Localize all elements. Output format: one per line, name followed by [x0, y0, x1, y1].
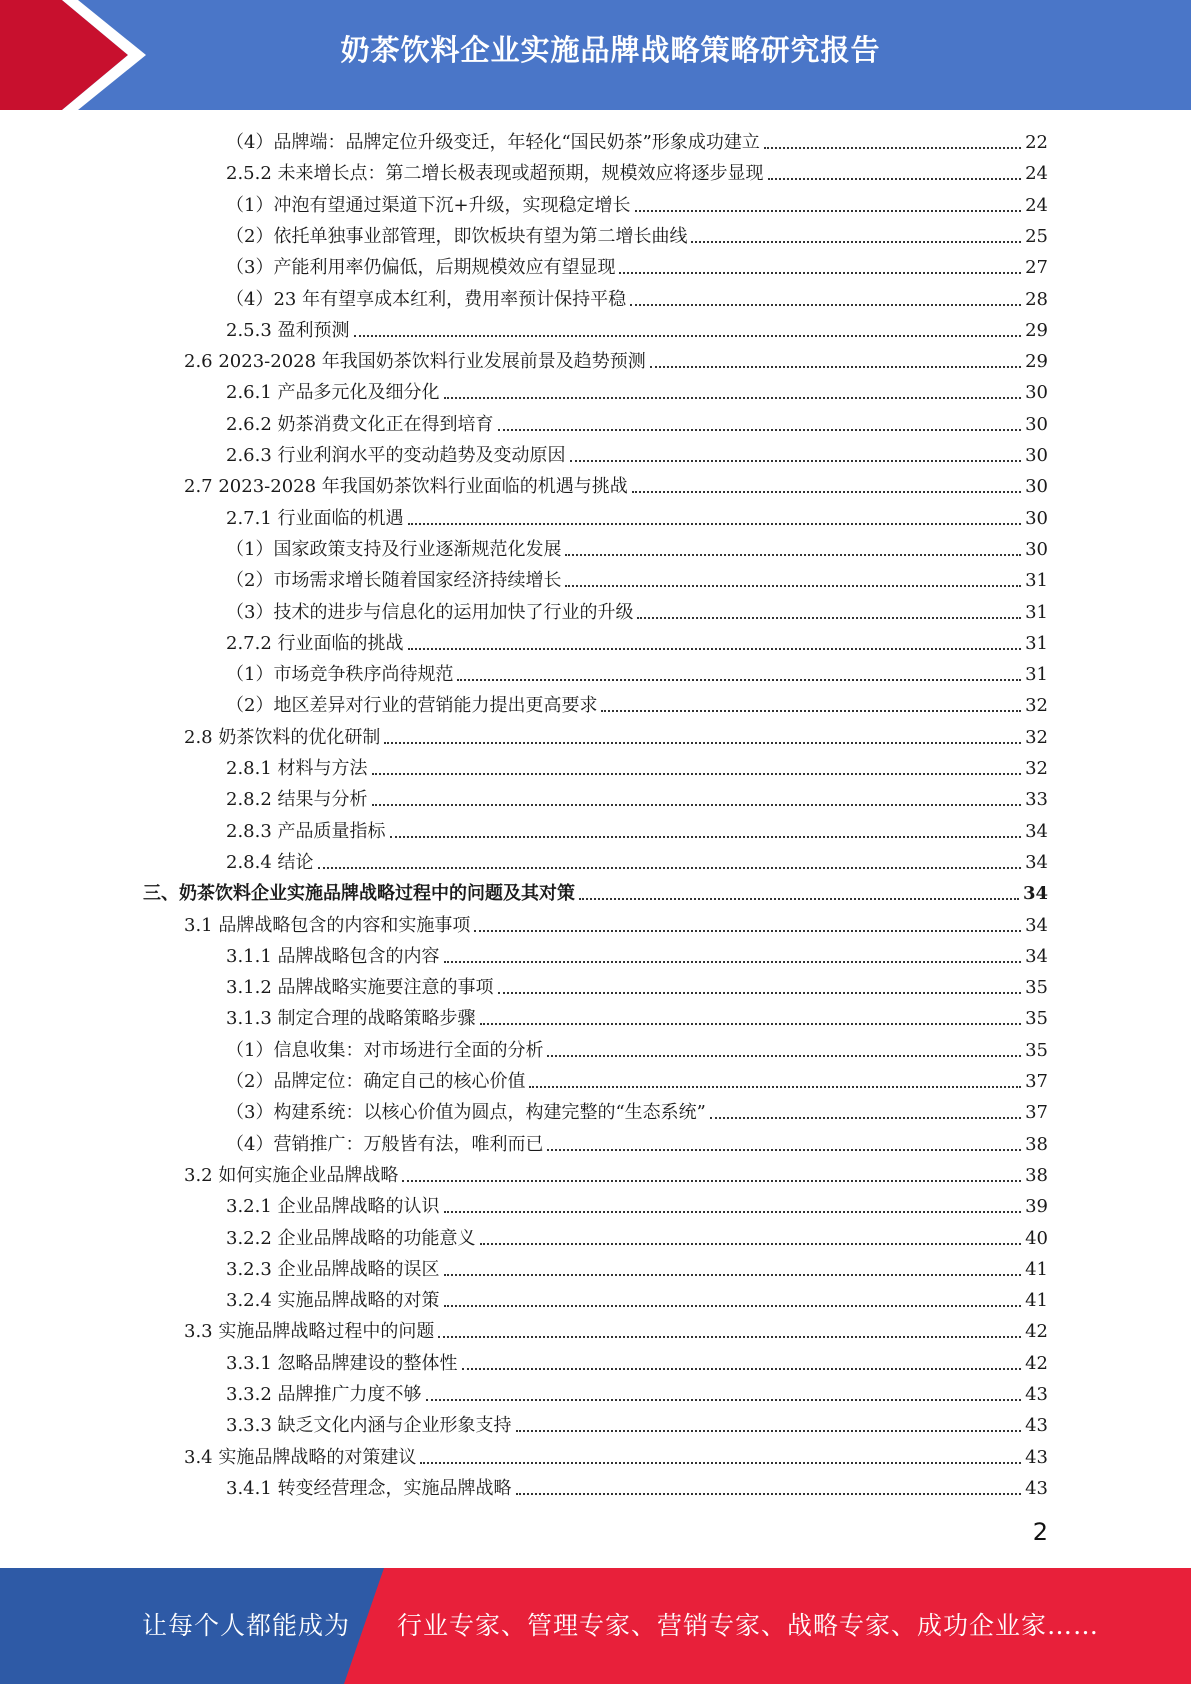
toc-dot-leader [480, 1022, 1022, 1025]
toc-dot-leader [768, 177, 1022, 180]
toc-dot-leader [390, 835, 1022, 838]
toc-dot-leader [408, 522, 1022, 525]
toc-entry-label: （2）品牌定位：确定自己的核心价值 [226, 1071, 526, 1092]
toc-entry-label: 3.1.3 制定合理的战略策略步骤 [226, 1008, 476, 1030]
page-number: 2 [1032, 1518, 1048, 1546]
page-header [0, 0, 1191, 110]
toc-entry-label: （3）产能利用率仍偏低，后期规模效应有望显现 [226, 257, 616, 279]
toc-entry-label: 3.1 品牌战略包含的内容和实施事项 [184, 914, 471, 936]
toc-entry[interactable] [226, 628, 1048, 656]
toc-dot-leader [710, 1116, 1021, 1119]
toc-dot-leader [444, 960, 1022, 963]
toc-entry[interactable] [226, 1066, 1048, 1094]
toc-entry-page: 30 [1025, 538, 1048, 560]
toc-entry[interactable] [226, 784, 1048, 812]
toc-entry-label: 3.3.2 品牌推广力度不够 [226, 1384, 422, 1405]
toc-dot-leader [444, 396, 1022, 399]
toc-entry-page: 41 [1025, 1290, 1048, 1312]
toc-dot-leader [372, 772, 1022, 775]
toc-entry-page: 33 [1025, 789, 1048, 811]
toc-entry[interactable] [226, 534, 1048, 562]
toc-entry[interactable] [226, 690, 1048, 718]
toc-entry-label: 2.6.3 行业利润水平的变动趋势及变动原因 [226, 445, 566, 466]
toc-dot-leader [632, 490, 1021, 493]
toc-entry-label: （3）构建系统：以核心价值为圆点，构建完整的“生态系统” [226, 1102, 706, 1124]
toc-entry-label: 三、奶茶饮料企业实施品牌战略过程中的问题及其对策 [143, 883, 575, 905]
toc-entry[interactable] [226, 972, 1048, 1000]
toc-dot-leader [444, 1273, 1022, 1276]
toc-entry-page: 41 [1025, 1258, 1048, 1280]
toc-entry-page: 32 [1025, 695, 1048, 717]
toc-entry-page: 29 [1025, 319, 1048, 341]
toc-entry-label: 2.8.2 结果与分析 [226, 789, 368, 811]
toc-entry-page: 34 [1022, 883, 1048, 905]
toc-entry-label: 2.7.1 行业面临的机遇 [226, 507, 404, 529]
toc-entry-label: 2.7.2 行业面临的挑战 [226, 632, 404, 654]
toc-entry-page: 24 [1025, 163, 1048, 185]
toc-dot-leader [579, 897, 1019, 900]
toc-dot-leader [565, 584, 1021, 587]
toc-dot-leader [384, 741, 1021, 744]
toc-entry-label: 3.3 实施品牌战略过程中的问题 [184, 1321, 435, 1343]
toc-dot-leader [691, 240, 1021, 243]
toc-entry-label: 3.2.1 企业品牌战略的认识 [226, 1196, 440, 1218]
toc-entry-page: 43 [1025, 1477, 1048, 1499]
toc-entry-page: 34 [1025, 820, 1048, 842]
toc-entry[interactable] [226, 158, 1048, 186]
toc-dot-leader [637, 616, 1021, 619]
toc-dot-leader [318, 866, 1022, 869]
toc-dot-leader [402, 1179, 1021, 1182]
toc-entry[interactable] [226, 1003, 1048, 1031]
toc-entry[interactable] [226, 1191, 1048, 1219]
toc-entry-page: 32 [1025, 758, 1048, 779]
toc-entry-label: 2.8 奶茶饮料的优化研制 [184, 726, 381, 748]
toc-entry-label: 2.6.1 产品多元化及细分化 [226, 382, 440, 404]
toc-entry-page: 30 [1025, 476, 1048, 498]
toc-entry-label: （4）品牌端：品牌定位升级变迁，年轻化“国民奶茶”形象成功建立 [226, 132, 760, 153]
toc-entry[interactable] [184, 722, 1048, 750]
toc-entry-page: 30 [1025, 382, 1048, 404]
toc-entry[interactable] [226, 284, 1048, 312]
toc-entry-label: （1）国家政策支持及行业逐渐规范化发展 [226, 538, 562, 560]
toc-entry-page: 30 [1025, 507, 1048, 529]
toc-entry[interactable] [226, 221, 1048, 249]
toc-entry-page: 35 [1025, 977, 1048, 999]
toc-entry-page: 31 [1025, 601, 1048, 623]
toc-dot-leader [444, 1210, 1022, 1213]
toc-entry-page: 30 [1025, 413, 1048, 435]
toc-entry-page: 34 [1025, 945, 1048, 967]
toc-entry-page: 25 [1025, 225, 1048, 247]
toc-entry-page: 27 [1025, 257, 1048, 279]
toc-dot-leader [354, 334, 1022, 337]
toc-entry-label: 3.3.3 缺乏文化内涵与企业形象支持 [226, 1415, 512, 1437]
toc-entry[interactable] [226, 440, 1048, 468]
toc-entry-page: 28 [1025, 288, 1048, 310]
toc-entry-page: 31 [1025, 570, 1048, 592]
toc-dot-leader [650, 365, 1021, 368]
toc-dot-leader [547, 1148, 1021, 1151]
toc-entry-label: （4）营销推广：万般皆有法，唯利而已 [226, 1133, 544, 1155]
report-title: 奶茶饮料企业实施品牌战略策略研究报告 [340, 33, 881, 67]
toc-entry[interactable] [226, 565, 1048, 593]
toc-entry-label: 3.2 如何实施企业品牌战略 [184, 1164, 399, 1186]
toc-entry-page: 31 [1025, 632, 1048, 654]
toc-dot-leader [420, 1461, 1021, 1464]
toc-entry[interactable] [226, 753, 1048, 781]
toc-entry-page: 40 [1025, 1227, 1048, 1249]
toc-entry[interactable] [226, 597, 1048, 625]
toc-dot-leader [444, 1304, 1022, 1307]
toc-entry-label: （1）冲泡有望通过渠道下沉+升级，实现稳定增长 [226, 194, 631, 216]
toc-entry-page: 32 [1025, 726, 1048, 748]
toc-entry-label: 3.2.3 企业品牌战略的误区 [226, 1258, 440, 1280]
footer-slogan-right: 行业专家、管理专家、营销专家、战略专家、成功企业家…… [397, 1611, 1100, 1640]
toc-dot-leader [516, 1492, 1022, 1495]
toc-entry-page: 30 [1025, 445, 1048, 466]
toc-dot-leader [601, 709, 1021, 712]
toc-entry[interactable] [226, 190, 1048, 218]
toc-entry[interactable] [226, 1129, 1048, 1157]
toc-entry[interactable] [226, 503, 1048, 531]
toc-entry-label: 2.5.2 未来增长点：第二增长极表现或超预期，规模效应将逐步显现 [226, 163, 764, 185]
toc-entry-label: 2.8.1 材料与方法 [226, 758, 368, 779]
toc-entry-label: 3.1.1 品牌战略包含的内容 [226, 945, 440, 967]
toc-dot-leader [570, 459, 1022, 462]
toc-entry-page: 34 [1025, 851, 1048, 873]
toc-dot-leader [764, 146, 1021, 149]
toc-entry[interactable] [226, 847, 1048, 875]
toc-entry[interactable] [226, 252, 1048, 280]
toc-entry[interactable] [226, 377, 1048, 405]
toc-dot-leader [474, 929, 1021, 932]
toc-entry-page: 34 [1025, 914, 1048, 936]
toc-entry[interactable] [226, 1285, 1048, 1313]
toc-dot-leader [635, 209, 1022, 212]
toc-entry-page: 43 [1025, 1384, 1048, 1405]
toc-entry-label: （1）信息收集：对市场进行全面的分析 [226, 1039, 544, 1061]
toc-entry-page: 42 [1025, 1352, 1048, 1374]
toc-entry[interactable] [226, 1035, 1048, 1063]
toc-entry-label: 3.2.4 实施品牌战略的对策 [226, 1290, 440, 1312]
toc-entry-label: 3.4 实施品牌战略的对策建议 [184, 1446, 417, 1468]
toc-entry[interactable] [184, 471, 1048, 499]
toc-entry[interactable] [226, 1473, 1048, 1501]
toc-entry-label: 3.2.2 企业品牌战略的功能意义 [226, 1227, 476, 1249]
toc-entry-label: （2）依托单独事业部管理，即饮板块有望为第二增长曲线 [226, 225, 688, 247]
toc-dot-leader [565, 553, 1021, 556]
toc-entry-page: 22 [1025, 132, 1048, 153]
toc-entry-page: 24 [1025, 194, 1048, 216]
toc-entry-page: 37 [1025, 1102, 1048, 1124]
page-footer [0, 1568, 1191, 1684]
toc-entry-label: 2.6.2 奶茶消费文化正在得到培育 [226, 413, 494, 435]
toc-entry-label: 2.8.4 结论 [226, 851, 314, 873]
toc-entry-label: 2.6 2023-2028 年我国奶茶饮料行业发展前景及趋势预测 [184, 351, 646, 373]
toc-entry[interactable] [226, 1254, 1048, 1282]
toc-entry-page: 43 [1025, 1446, 1048, 1468]
toc-entry-page: 38 [1025, 1164, 1048, 1186]
toc-entry[interactable] [184, 346, 1048, 374]
toc-entry[interactable] [184, 910, 1048, 938]
toc-entry-page: 43 [1025, 1415, 1048, 1437]
toc-entry-page: 29 [1025, 351, 1048, 373]
toc-dot-leader [529, 1085, 1021, 1088]
toc-entry-label: （1）市场竞争秩序尚待规范 [226, 664, 454, 686]
toc-entry[interactable] [226, 1379, 1048, 1407]
toc-entry[interactable] [226, 1410, 1048, 1438]
toc-entry[interactable] [226, 1223, 1048, 1251]
toc-entry[interactable] [226, 315, 1048, 343]
toc-entry-label: 2.5.3 盈利预测 [226, 319, 350, 341]
toc-dot-leader [619, 271, 1021, 274]
toc-entry-label: 2.8.3 产品质量指标 [226, 820, 386, 842]
toc-entry-page: 42 [1025, 1321, 1048, 1343]
toc-entry-page: 38 [1025, 1133, 1048, 1155]
toc-dot-leader [498, 428, 1022, 431]
toc-entry[interactable] [184, 1316, 1048, 1344]
toc-entry-page: 35 [1025, 1039, 1048, 1061]
toc-entry-page: 39 [1025, 1196, 1048, 1218]
toc-dot-leader [480, 1242, 1022, 1245]
toc-entry[interactable] [226, 1097, 1048, 1125]
toc-dot-leader [498, 991, 1022, 994]
toc-dot-leader [547, 1054, 1021, 1057]
toc-entry-label: （3）技术的进步与信息化的运用加快了行业的升级 [226, 601, 634, 623]
toc-entry-page: 37 [1025, 1071, 1048, 1092]
toc-dot-leader [516, 1429, 1022, 1432]
toc-entry-page: 35 [1025, 1008, 1048, 1030]
toc-entry[interactable] [226, 409, 1048, 437]
toc-entry[interactable] [184, 1160, 1048, 1188]
toc-entry[interactable] [143, 878, 1048, 906]
toc-entry-page: 31 [1025, 664, 1048, 686]
footer-slogan-left: 让每个人都能成为 [142, 1611, 351, 1640]
toc-dot-leader [408, 647, 1022, 650]
toc-dot-leader [372, 803, 1022, 806]
toc-entry[interactable] [226, 127, 1048, 155]
toc-dot-leader [438, 1335, 1021, 1338]
toc-entry-label: 2.7 2023-2028 年我国奶茶饮料行业面临的机遇与挑战 [184, 476, 628, 498]
toc-entry-label: 3.3.1 忽略品牌建设的整体性 [226, 1352, 458, 1374]
toc-entry[interactable] [226, 1348, 1048, 1376]
toc-dot-leader [457, 678, 1021, 681]
toc-entry-label: （2）地区差异对行业的营销能力提出更高要求 [226, 695, 598, 717]
toc-entry[interactable] [226, 941, 1048, 969]
toc-entry[interactable] [226, 816, 1048, 844]
toc-dot-leader [426, 1398, 1022, 1401]
toc-entry-label: 3.4.1 转变经营理念，实施品牌战略 [226, 1477, 512, 1499]
toc-entry-label: （2）市场需求增长随着国家经济持续增长 [226, 570, 562, 592]
toc-entry-label: 3.1.2 品牌战略实施要注意的事项 [226, 977, 494, 999]
toc-entry-label: （4）23 年有望享成本红利，费用率预计保持平稳 [226, 288, 627, 310]
toc-entry[interactable] [184, 1442, 1048, 1470]
toc-entry[interactable] [226, 659, 1048, 687]
toc-dot-leader [630, 303, 1021, 306]
toc-dot-leader [462, 1367, 1022, 1370]
